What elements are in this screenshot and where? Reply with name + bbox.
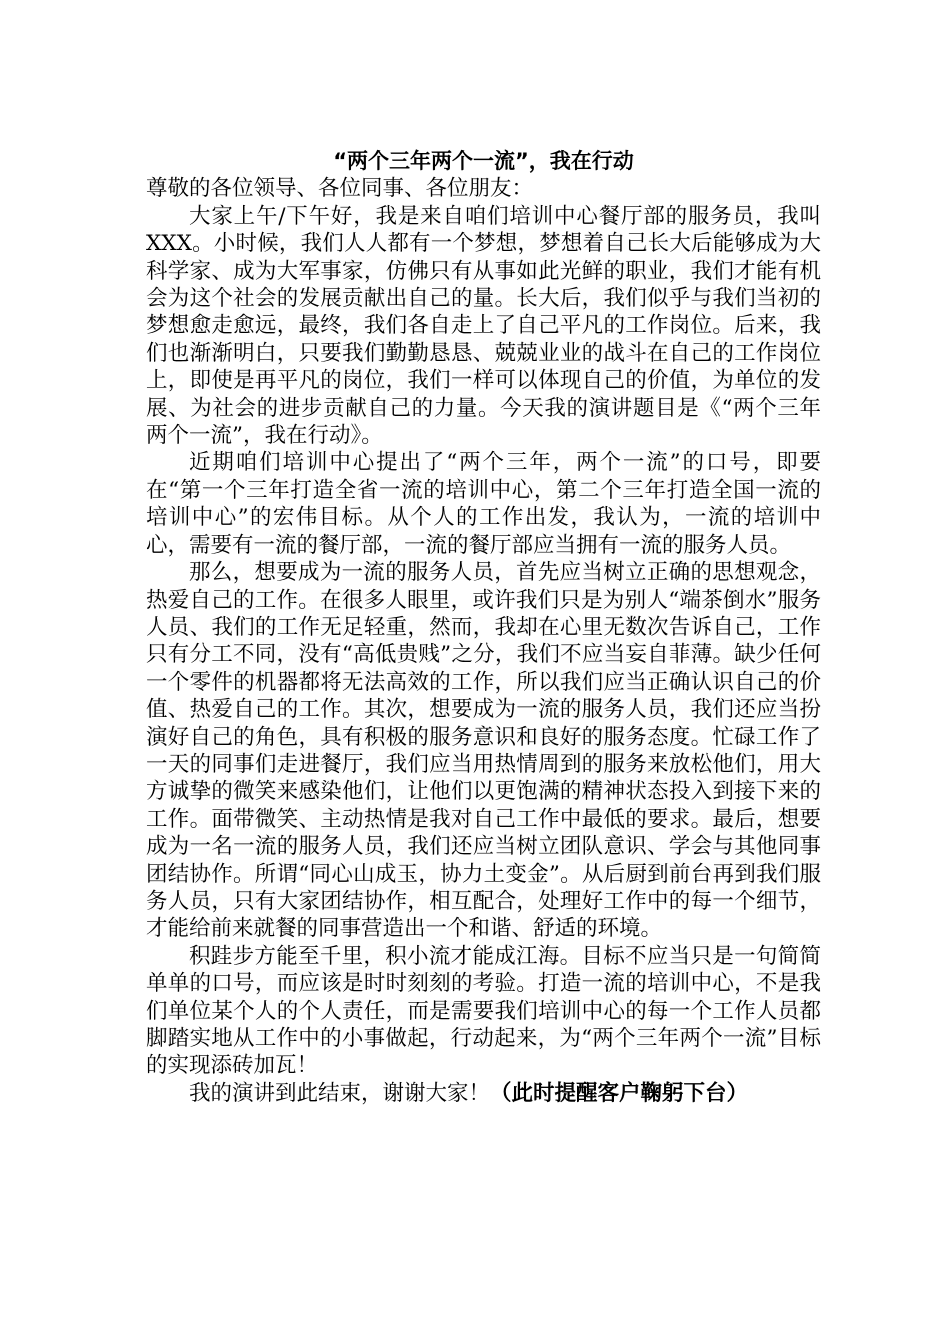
document-title: “两个三年两个一流”，我在行动 [333,149,634,173]
closing-stage-note: （此时提醒客户鞠躬下台） [490,1080,749,1106]
closing-paragraph [146,1080,821,1107]
salutation: 尊敬的各位领导、各位同事、各位朋友： [146,176,534,202]
document-page [146,148,821,1107]
paragraph-intro: 大家上午/下午好，我是来自咱们培训中心餐厅部的服务员，我叫XXX。小时候，我们人人都有一个梦想，梦想着自己长大后能够成为大科学家、成为大军事家，仿佛只有从事如此光鲜的职业，我们才能有机会为这个社会的发展贡献出自己的量。长大后，我们似乎与我们当初的梦想愈走愈远，最终，我们各自走上了自己平凡的工作岗位。后来，我们也渐渐明白，只要我们勤勤恳恳、兢兢业业的战斗在自己的工作岗位上，即使是再平凡的岗位，我们一样可以体现自己的价值，为单位的发展、为社会的进步贡献自己的力量。今天我的演讲题目是《“两个三年两个一流”，我在行动》。 [146,203,821,449]
paragraph-goal: 近期咱们培训中心提出了“两个三年，两个一流”的口号，即要在“第一个三年打造全省一流的培训中心，第二个三年打造全国一流的培训中心”的宏伟目标。从个人的工作出发，我认为，一流的培训中心，需要有一流的餐厅部，一流的餐厅部应当拥有一流的服务人员。 [146,450,821,558]
paragraph-service: 那么，想要成为一流的服务人员，首先应当树立正确的思想观念，热爱自己的工作。在很多人眼里，或许我们只是为别人“端茶倒水”服务人员、我们的工作无足轻重，然而，我却在心里无数次告诉自己，工作只有分工不同，没有“高低贵贱”之分，我们不应当妄自菲薄。缺少任何一个零件的机器都将无法高效的工作，所以我们应当正确认识自己的价值、热爱自己的工作。其次，想要成为一流的服务人员，我们还应当扮演好自己的角色，具有积极的服务意识和良好的服务态度。忙碌工作了一天的同事们走进餐厅，我们应当用热情周到的服务来放松他们，用大方诚挚的微笑来感染他们，让他们以更饱满的精神状态投入到接下来的工作。面带微笑、主动热情是我对自己工作中最低的要求。最后，想要成为一名一流的服务人员，我们还应当树立团队意识、学会与其他同事团结协作。所谓“同心山成玉，协力土变金”。从后厨到前台再到我们服务人员，只有大家团结协作，相互配合，处理好工作中的每一个细节，才能给前来就餐的同事营造出一个和谐、舒适的环境。 [146,560,821,942]
paragraph-action: 积跬步方能至千里，积小流才能成江海。目标不应当只是一句简简单单的口号，而应该是时时刻刻的考验。打造一流的培训中心，不是我们单位某个人的个人责任，而是需要我们培训中心的每一个工作人员都脚踏实地从工作中的小事做起，行动起来，为“两个三年两个一流”目标的实现添砖加瓦！ [146,943,821,1079]
closing-text: 我的演讲到此结束，谢谢大家！ [189,1080,491,1106]
